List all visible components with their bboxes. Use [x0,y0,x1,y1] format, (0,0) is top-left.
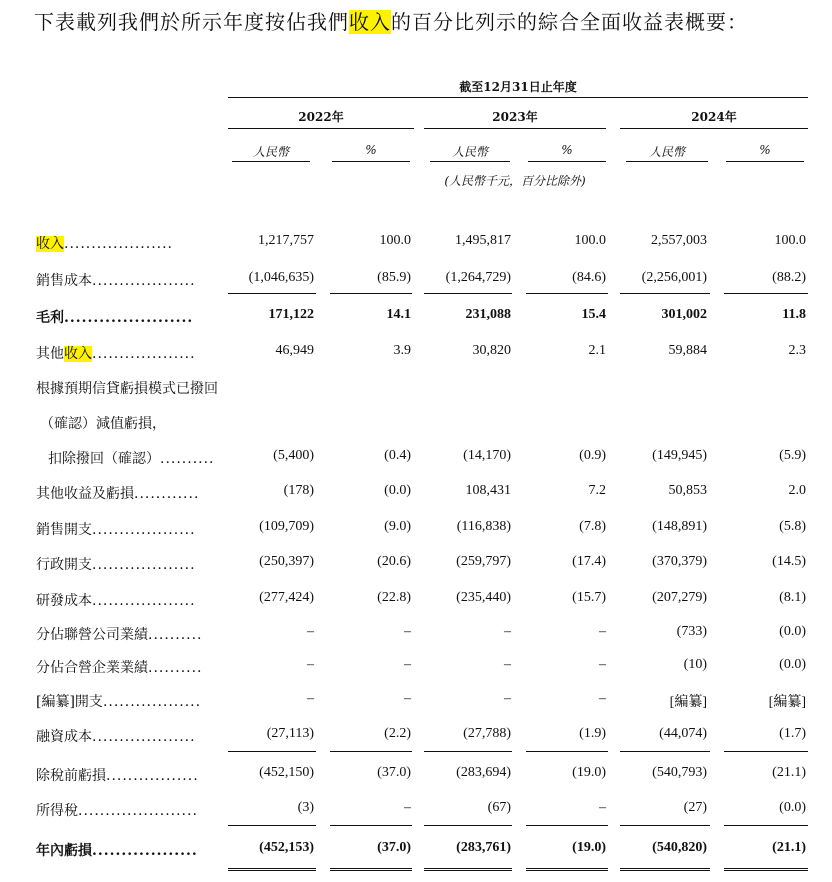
cell-pct-2024: (21.1) [772,840,806,855]
cell-pct-2023: (84.6) [572,270,606,285]
cell-amount-2023: (116,838) [456,519,511,534]
row-label-text: 融資成本 [36,729,92,745]
cell-pct-2024: (8.1) [779,590,806,605]
cell-amount-2023: (259,797) [456,554,511,569]
cell-pct-2024: (0.0) [779,657,806,672]
intro-text-before: 下表載列我們於所示年度按佔我們 [34,10,349,34]
cell-pct-2024: [編纂] [768,695,806,710]
cell-amount-2022: 171,122 [268,307,314,322]
subtotal-rule [724,293,808,294]
cell-amount-2022: – [307,624,314,639]
row-label-text: 所得稅 [36,803,78,819]
subtotal-rule [526,751,608,752]
leader-dots: ............ [134,486,200,502]
cell-pct-2024: 2.3 [788,343,806,358]
cell-pct-2024: 11.8 [782,307,806,322]
unit-rmb-2022: 人民幣 [252,145,289,159]
intro-sentence [34,6,748,35]
cell-pct-2022: (22.8) [377,590,411,605]
cell-pct-2023: (1.9) [579,726,606,741]
leader-dots: ................... [92,273,196,289]
cell-amount-2023: 108,431 [465,483,511,498]
cell-amount-2024: (540,793) [652,765,707,780]
cell-pct-2022: (85.9) [377,270,411,285]
row-label-text: 毛利 [36,310,64,326]
cell-pct-2022: 100.0 [379,233,411,248]
unit-pct-2023: % [561,143,573,157]
subtotal-rule [330,751,412,752]
year-rule-2023 [424,128,606,129]
cell-amount-2023: (235,440) [456,590,511,605]
cell-amount-2024: (44,074) [659,726,707,741]
leader-dots: .................. [92,843,198,859]
cell-amount-2024: (540,820) [652,840,707,855]
unit-rmb-2023: 人民幣 [451,145,488,159]
cell-amount-2022: (109,709) [259,519,314,534]
cell-pct-2023: 7.2 [588,483,606,498]
cell-pct-2024: (5.8) [779,519,806,534]
cell-amount-2023: (67) [487,800,511,815]
cell-amount-2024: (148,891) [652,519,707,534]
total-double-rule [228,868,316,871]
subtotal-rule [330,293,412,294]
row-label-text: （確認）減值虧損， [40,416,166,432]
row-label-text: 其他 [36,346,64,362]
row-label-text: 分佔聯營公司業績 [36,627,148,643]
total-double-rule [620,868,710,871]
total-double-rule [330,868,412,871]
table-row [0,590,832,612]
cell-pct-2022: (2.2) [384,726,411,741]
subtotal-rule [424,825,512,826]
cell-amount-2023: – [504,691,511,706]
cell-pct-2024: (88.2) [772,270,806,285]
cell-pct-2023: (19.0) [572,765,606,780]
row-label [40,413,166,433]
table-row [0,726,832,748]
row-label [36,840,198,860]
row-label [36,657,203,677]
period-header: 截至12月31日止年度 [459,80,577,94]
leader-dots: .................. [102,694,202,710]
cell-amount-2023: 231,088 [465,307,511,322]
unit-rmb-2024: 人民幣 [648,145,685,159]
cell-pct-2024: (0.0) [779,800,806,815]
cell-pct-2022: (9.0) [384,519,411,534]
row-label [36,726,196,746]
total-double-rule [424,868,512,871]
cell-amount-2022: – [307,691,314,706]
cell-amount-2022: – [307,657,314,672]
unit-rule [232,161,310,162]
subtotal-rule [724,751,808,752]
cell-pct-2023: – [599,657,606,672]
cell-pct-2023: (17.4) [572,554,606,569]
cell-amount-2022: (452,153) [259,840,314,855]
cell-amount-2024: (2,256,001) [641,270,707,285]
cell-amount-2024: 2,557,003 [651,233,707,248]
cell-pct-2022: (0.4) [384,448,411,463]
cell-pct-2023: – [599,691,606,706]
cell-pct-2024: (5.9) [779,448,806,463]
row-label-text: 銷售成本 [36,273,92,289]
table-row [0,554,832,576]
cell-amount-2023: (1,264,729) [445,270,511,285]
cell-amount-2022: (250,397) [259,554,314,569]
row-label-highlight: 收入 [36,236,64,252]
cell-amount-2024: (207,279) [652,590,707,605]
cell-pct-2023: – [599,800,606,815]
unit-rule [626,161,708,162]
cell-pct-2023: (7.8) [579,519,606,534]
row-label-highlight: 收入 [64,346,92,362]
row-label [36,378,218,398]
table-row [0,233,832,255]
cell-amount-2023: – [504,657,511,672]
cell-pct-2024: (21.1) [772,765,806,780]
cell-amount-2022: (27,113) [266,726,314,741]
table-row [0,657,832,679]
cell-pct-2023: 15.4 [581,307,606,322]
table-row [0,840,832,862]
leader-dots: ................... [92,522,196,538]
row-label [36,233,173,253]
row-label [36,307,193,327]
year-2024: 2024年 [691,110,737,124]
leader-dots: ................... [92,346,196,362]
cell-pct-2022: – [404,800,411,815]
intro-text-after: 的百分比列示的綜合全面收益表概要： [391,10,748,34]
table-row [0,378,832,400]
row-label-text: 除稅前虧損 [36,768,106,784]
cell-amount-2023: (283,694) [456,765,511,780]
cell-amount-2023: 30,820 [472,343,511,358]
cell-pct-2022: 14.1 [386,307,411,322]
cell-amount-2024: (370,379) [652,554,707,569]
subtotal-rule [228,293,316,294]
cell-amount-2022: (277,424) [259,590,314,605]
cell-amount-2022: (5,400) [273,448,314,463]
cell-pct-2023: (19.0) [572,840,606,855]
cell-amount-2024: (27) [683,800,707,815]
cell-amount-2024: (10) [683,657,707,672]
subtotal-rule [620,751,710,752]
leader-dots: ................... [92,593,196,609]
leader-dots: ................. [106,768,199,784]
cell-pct-2022: (37.0) [377,840,411,855]
leader-dots: .................... [64,236,174,252]
cell-pct-2024: (0.0) [779,624,806,639]
subtotal-rule [620,293,710,294]
subtotal-rule [526,293,608,294]
cell-amount-2022: (3) [297,800,314,815]
cell-amount-2024: 59,884 [668,343,707,358]
cell-amount-2022: (1,046,635) [248,270,314,285]
leader-dots: ...................... [64,310,194,326]
table-row [0,519,832,541]
row-label [48,448,215,468]
leader-dots: ................... [92,557,196,573]
cell-pct-2024: 2.0 [788,483,806,498]
unit-pct-2024: % [759,143,771,157]
row-label [36,519,196,539]
row-label-text: 研發成本 [36,593,92,609]
total-double-rule [526,868,608,871]
cell-pct-2022: – [404,624,411,639]
cell-amount-2022: (178) [283,483,314,498]
unit-rule [430,161,510,162]
table-row [0,483,832,505]
cell-amount-2024: (149,945) [652,448,707,463]
cell-pct-2023: (0.9) [579,448,606,463]
cell-amount-2023: (27,788) [463,726,511,741]
year-rule-2022 [228,128,414,129]
cell-amount-2024: 50,853 [668,483,707,498]
subtotal-rule [330,825,412,826]
subtotal-rule [228,825,316,826]
cell-amount-2022: 1,217,757 [258,233,314,248]
total-double-rule [724,868,808,871]
unit-rule [528,161,606,162]
table-row [0,307,832,329]
cell-amount-2023: (14,170) [463,448,511,463]
subtotal-rule [424,751,512,752]
cell-amount-2024: [編纂] [669,695,707,710]
cell-amount-2022: (452,150) [259,765,314,780]
row-label-text: 扣除撥回（確認） [48,451,160,467]
cell-pct-2022: – [404,691,411,706]
leader-dots: ...................... [78,803,198,819]
cell-amount-2022: 46,949 [275,343,314,358]
row-label [36,800,198,820]
leader-dots: ................... [92,729,196,745]
cell-pct-2023: 100.0 [574,233,606,248]
subtotal-rule [724,825,808,826]
year-2023: 2023年 [492,110,538,124]
cell-pct-2024: (14.5) [772,554,806,569]
cell-pct-2023: – [599,624,606,639]
cell-pct-2022: (37.0) [377,765,411,780]
cell-pct-2023: 2.1 [588,343,606,358]
row-label [36,343,196,363]
intro-highlight: 收入 [349,10,391,34]
subtotal-rule [526,825,608,826]
year-rule-2024 [620,128,808,129]
cell-pct-2023: (15.7) [572,590,606,605]
cell-amount-2023: 1,495,817 [455,233,511,248]
table-row [0,624,832,646]
row-label-text: 行政開支 [36,557,92,573]
unit-pct-2022: % [365,143,377,157]
table-row [0,270,832,292]
row-label-text: [編纂]開支 [36,694,103,710]
cell-amount-2023: – [504,624,511,639]
table-row [0,691,832,713]
row-label [36,483,199,503]
row-label [36,624,203,644]
row-label-text: 根據預期信貸虧損模式已撥回 [36,381,218,397]
unit-note: (人民幣千元，百分比除外) [444,174,586,188]
leader-dots: .......... [160,451,215,467]
row-label-text: 其他收益及虧損 [36,486,134,502]
period-rule [228,97,808,98]
row-label-text: 銷售開支 [36,522,92,538]
year-2022: 2022年 [298,110,344,124]
leader-dots: .......... [148,627,203,643]
cell-amount-2023: (283,761) [456,840,511,855]
cell-pct-2024: 100.0 [774,233,806,248]
cell-pct-2022: 3.9 [393,343,411,358]
table-row [0,800,832,822]
cell-amount-2024: 301,002 [661,307,707,322]
table-row [0,413,832,435]
cell-amount-2024: (733) [676,624,707,639]
row-label [36,691,201,711]
cell-pct-2024: (1.7) [779,726,806,741]
row-label [36,590,196,610]
cell-pct-2022: (0.0) [384,483,411,498]
row-label-text: 年內虧損 [36,843,92,859]
leader-dots: .......... [148,660,203,676]
row-label [36,270,196,290]
subtotal-rule [620,825,710,826]
subtotal-rule [228,751,316,752]
table-row [0,765,832,787]
table-row [0,448,832,470]
row-label [36,554,196,574]
cell-pct-2022: – [404,657,411,672]
unit-rule [726,161,804,162]
table-row [0,343,832,365]
unit-rule [332,161,410,162]
cell-pct-2022: (20.6) [377,554,411,569]
subtotal-rule [424,293,512,294]
row-label-text: 分佔合營企業業績 [36,660,148,676]
row-label [36,765,199,785]
